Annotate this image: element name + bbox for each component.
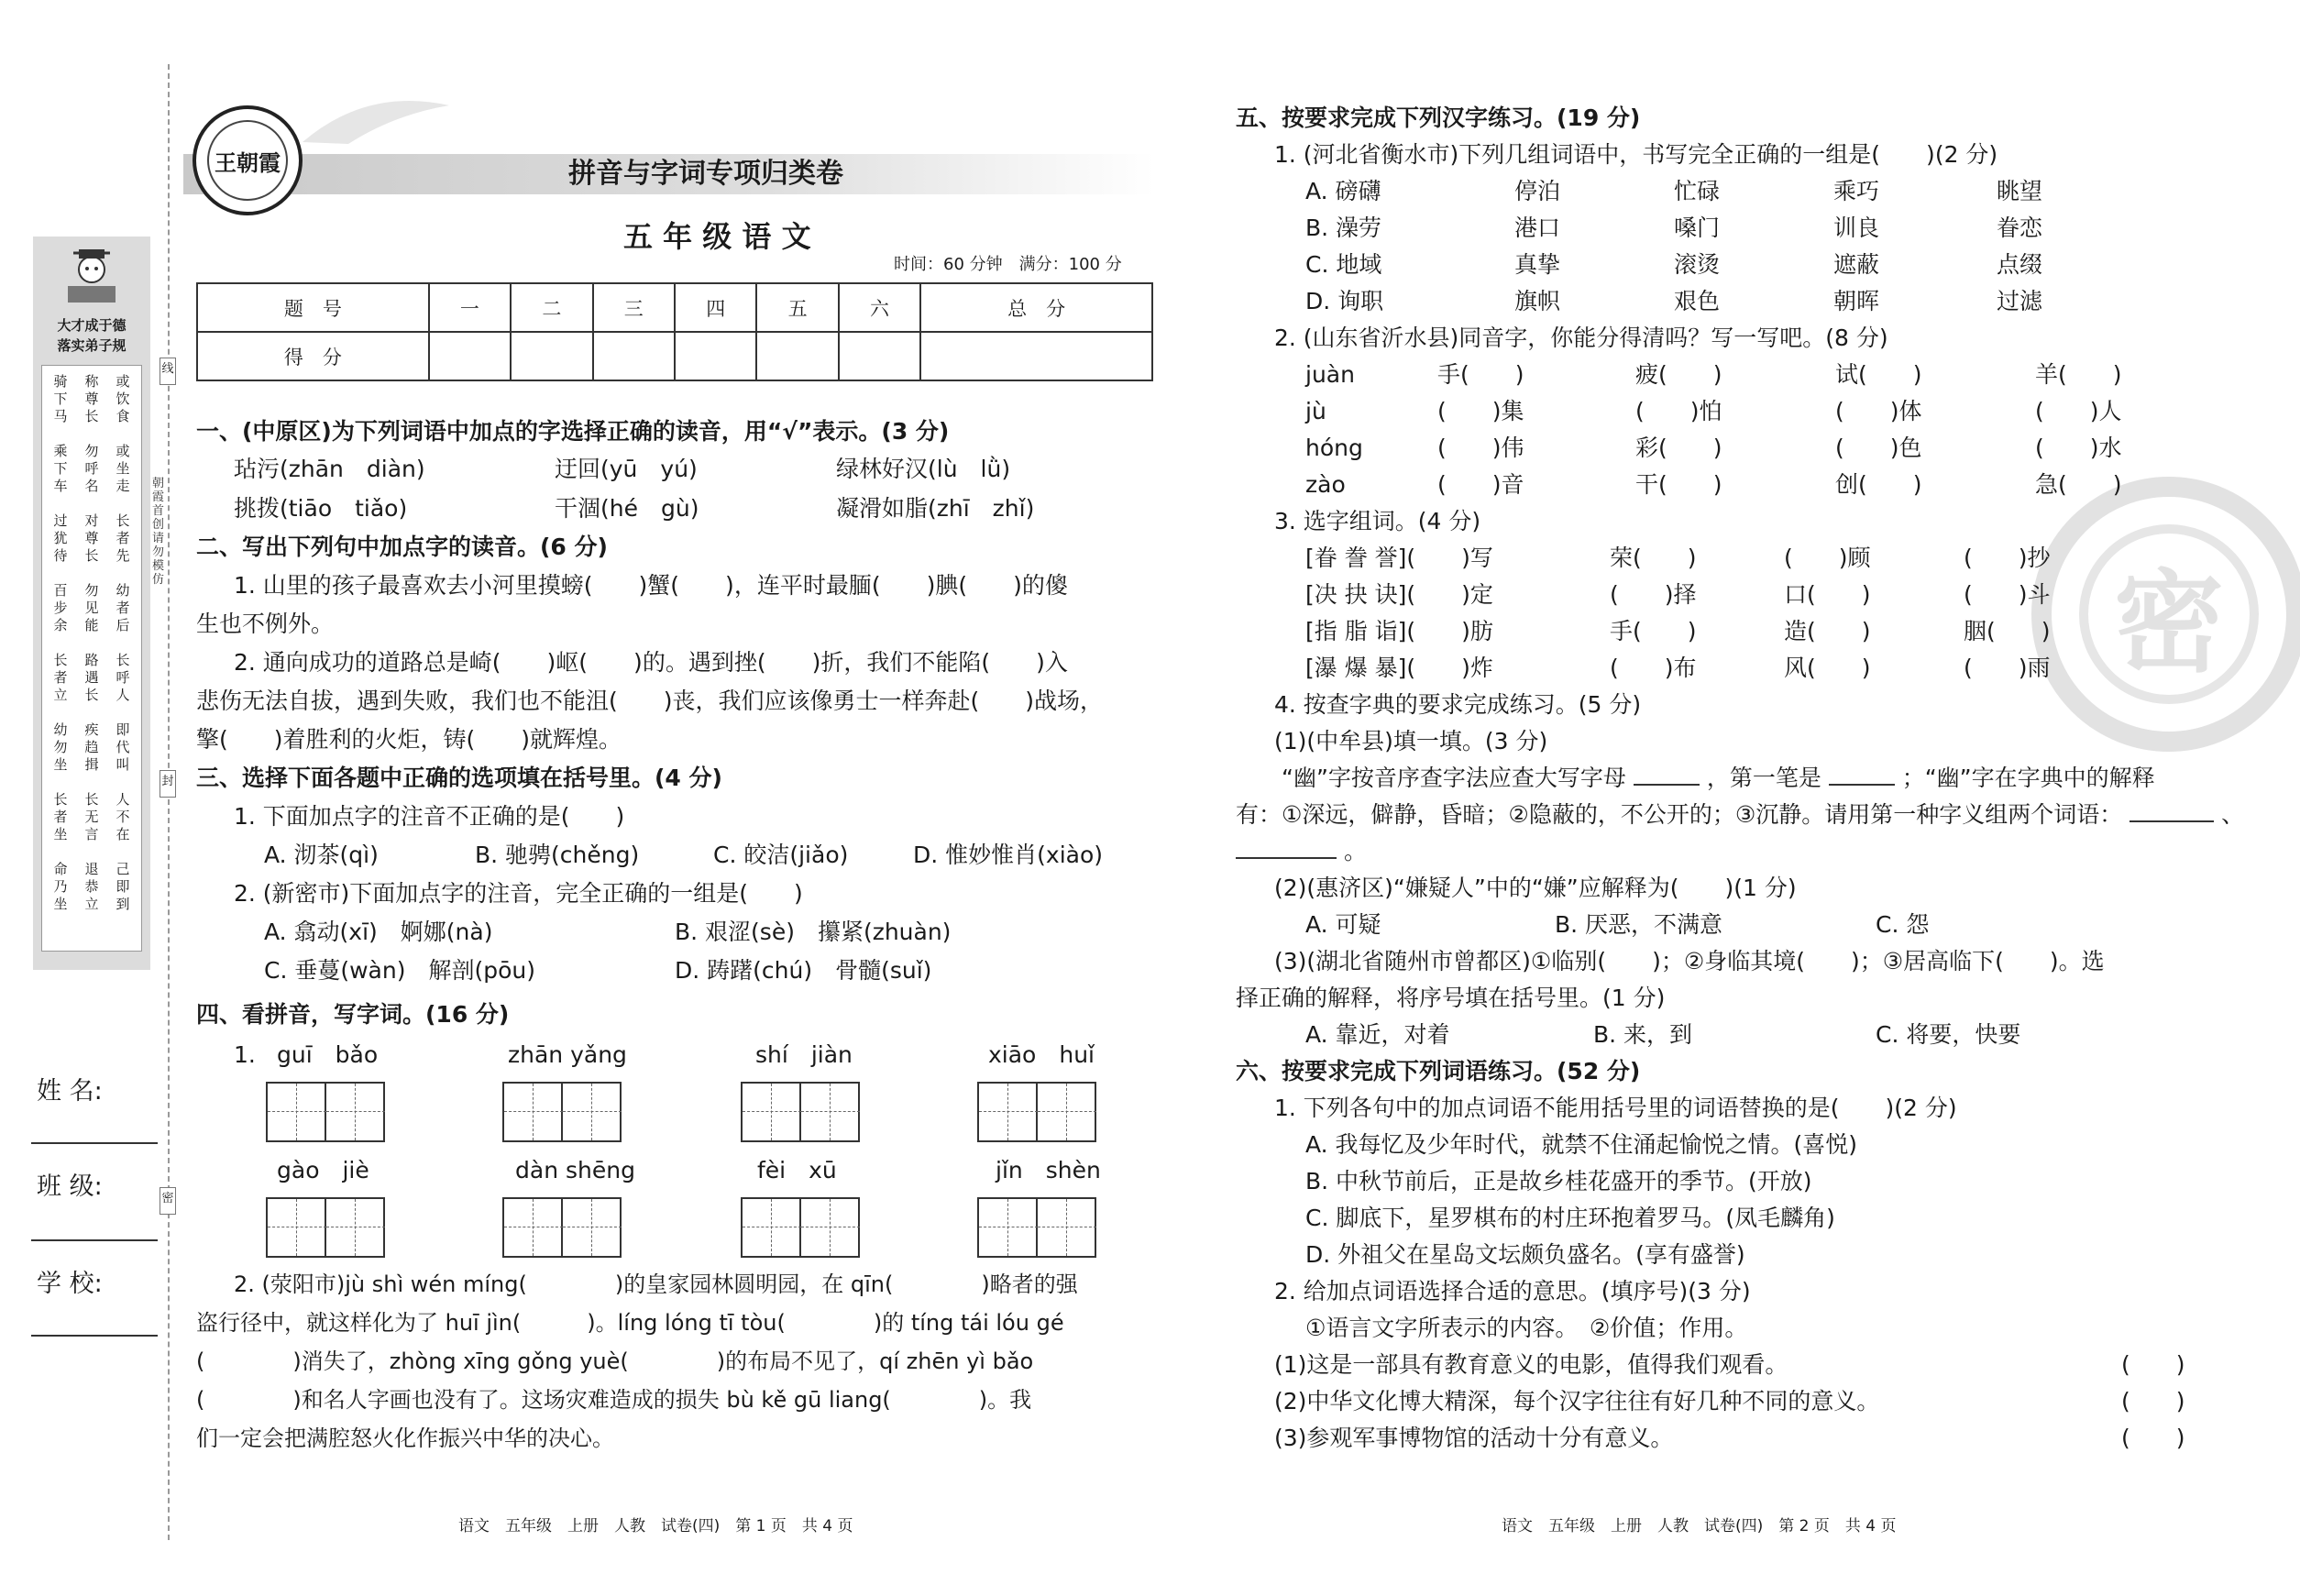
watermark-stamp: 密 [2031, 477, 2300, 752]
s3-q2-option[interactable]: A. 翕动(xī) 婀娜(nà) [264, 919, 493, 945]
rule-column: 称尊长 [84, 373, 99, 424]
pinyin-prompt: fèi xū [757, 1157, 837, 1183]
subject-title: 五 年 级 语 文 [623, 219, 811, 254]
score-cell[interactable] [920, 332, 1152, 380]
s5-q3-item[interactable]: [眷 誊 誉]( )写 [1305, 545, 1493, 571]
score-table [196, 282, 1153, 381]
s5-q3-item[interactable]: [瀑 爆 暴]( )炸 [1305, 655, 1493, 681]
section-4-title: 四、看拼音，写字词。(16 分) [196, 1001, 510, 1028]
pinyin-prompt: jǐn shèn [996, 1157, 1101, 1183]
school-field[interactable] [31, 1335, 158, 1337]
brand-logo-text: 王朝霞 [207, 120, 288, 201]
s5-q3-item[interactable]: 荣( ) [1610, 545, 1697, 571]
s5-q3-item[interactable]: ( )顾 [1784, 545, 1871, 571]
pinyin-prompt: dàn shēng [515, 1157, 635, 1183]
s5-q1-word: 遮蔽 [1833, 251, 1880, 278]
motto-line-2: 落实弟子规 [57, 337, 127, 354]
class-field[interactable] [31, 1239, 158, 1241]
rule-column: 路遇长 [84, 652, 99, 703]
s5-q2-blank[interactable]: ( )音 [1437, 471, 1524, 498]
score-header: 二 [511, 283, 592, 332]
s5-q1-word[interactable]: B. 澡劳 [1305, 215, 1382, 241]
writing-grid-box[interactable] [502, 1082, 622, 1142]
s5-q1-word: 忙碌 [1674, 178, 1721, 204]
s5-q2-blank[interactable]: ( )水 [2035, 435, 2122, 461]
s5-q4-1-text: “幽”字按音序查字法应查大写字母 [1282, 765, 1626, 791]
score-row-label: 得 分 [197, 332, 429, 380]
s6-question-2: 2. 给加点词语选择合适的意思。(填序号)(3 分) [1274, 1278, 1751, 1304]
s6-q1-option[interactable]: D. 外祖父在星岛文坛颇负盛名。(享有盛誉) [1305, 1241, 1745, 1268]
pinyin-prompt: gào jiè [277, 1157, 369, 1183]
s6-q2-item: (2)中华文化博大精深，每个汉字往往有好几种不同的意义。 [1274, 1388, 1880, 1414]
answer-paren[interactable]: ( ) [2121, 1388, 2185, 1414]
rule-column: 或坐走 [116, 443, 130, 494]
s6-q1-option[interactable]: C. 脚底下，星罗棋布的村庄环抱着罗马。(凤毛麟角) [1305, 1205, 1835, 1231]
writing-grid-box[interactable] [502, 1197, 622, 1258]
s4-paragraph-line: ( )和名人字画也没有了。这场灾难造成的损失 bù kě gū liang( )。我 [196, 1387, 1032, 1413]
s5-q4-part-3: (3)(湖北省随州市曾都区)①临别( )；②身临其境( )；③居高临下( )。选 [1274, 948, 2105, 974]
s3-q2-option[interactable]: C. 垂蔓(wàn) 解剖(pōu) [264, 957, 535, 984]
s1-item[interactable]: 凝滑如脂(zhī zhǐ) [836, 495, 1035, 522]
s5-q3-item[interactable]: 手( ) [1610, 618, 1697, 644]
pinyin-prompt: shí jiàn [755, 1041, 853, 1068]
s5-q4-1-text: ；“幽”字在字典中的解释 [1901, 765, 2155, 791]
pinyin-prompt: guī bǎo [277, 1041, 379, 1068]
s5-q2-blank[interactable]: ( )人 [2035, 398, 2122, 424]
s4-number: 1. [234, 1041, 256, 1068]
s5-q1-word[interactable]: C. 地域 [1305, 251, 1382, 278]
class-label: 班 级: [37, 1172, 103, 1201]
s5-q4-3-option[interactable]: B. 来，到 [1593, 1021, 1693, 1048]
s5-q2-blank[interactable]: 创( ) [1835, 471, 1922, 498]
s5-q4-1-text: ，第一笔是 [1706, 765, 1821, 791]
score-header: 四 [675, 283, 756, 332]
s3-q2-option[interactable]: D. 踌躇(chú) 骨髓(suǐ) [675, 957, 932, 984]
s2-line: 2. 通向成功的道路总是崎( )岖( )的。遇到挫( )折，我们不能陷( )入 [234, 649, 1068, 676]
pinyin-prompt: xiāo huǐ [988, 1041, 1095, 1068]
s5-q4-1-text: 。 [1343, 838, 1367, 864]
s1-item[interactable]: 玷污(zhān diàn) [234, 456, 425, 482]
binding-dashed-line [168, 64, 170, 1540]
brand-logo [193, 105, 303, 215]
s6-q2-definitions: ①语言文字所表示的内容。 ②价值；作用。 [1305, 1315, 1748, 1341]
s5-q2-blank[interactable]: ( )集 [1437, 398, 1524, 424]
s5-q2-blank[interactable]: 急( ) [2035, 471, 2122, 498]
blank-word-2[interactable] [1236, 857, 1337, 859]
s5-q4-2-option[interactable]: C. 怨 [1876, 911, 1930, 938]
s5-q1-word: 朝晖 [1833, 288, 1880, 314]
score-header: 五 [756, 283, 838, 332]
rule-column: 幼勿坐 [53, 721, 68, 773]
binding-mark-mi: 密 [160, 1187, 176, 1215]
s5-q2-pinyin: jù [1305, 398, 1326, 424]
blank-stroke[interactable] [1829, 784, 1895, 786]
s5-q2-blank[interactable]: 羊( ) [2035, 361, 2122, 388]
s3-q1-option[interactable]: C. 皎洁(jiǎo) [713, 842, 849, 868]
rule-column: 疾趋揖 [84, 721, 99, 773]
ribbon-decoration-icon [293, 87, 458, 151]
answer-paren[interactable]: ( ) [2121, 1351, 2185, 1378]
s1-item[interactable]: 绿林好汉(lù lǜ) [836, 456, 1011, 482]
answer-paren[interactable]: ( ) [2121, 1425, 2185, 1451]
s3-q2-option[interactable]: B. 艰涩(sè) 攥紧(zhuàn) [675, 919, 952, 945]
section-3-title: 三、选择下面各题中正确的选项填在括号里。(4 分) [196, 765, 722, 791]
score-cell[interactable] [839, 332, 920, 380]
rule-column: 长呼人 [116, 652, 130, 703]
score-header: 六 [839, 283, 920, 332]
s4-paragraph-line: 盗行径中，就这样化为了 huī jìn( )。líng lóng tī tòu( )的 tíng tái lóu gé [196, 1310, 1064, 1336]
rule-column: 长无言 [84, 791, 99, 842]
s5-q2-blank[interactable]: ( )怕 [1635, 398, 1722, 424]
s6-q2-item: (3)参观军事博物馆的活动十分有意义。 [1274, 1425, 1674, 1451]
s5-q3-item[interactable]: ( )雨 [1964, 655, 2051, 681]
name-label: 姓 名: [37, 1077, 103, 1106]
s5-q1-word[interactable]: A. 磅礴 [1305, 178, 1381, 204]
s5-q1-word: 过滤 [1997, 288, 2043, 314]
s5-q2-blank[interactable]: ( )体 [1835, 398, 1922, 424]
footer-left: 语文 五年级 上册 人教 试卷(四) 第 1 页 共 4 页 [458, 1517, 853, 1535]
scholar-figure-icon [61, 244, 123, 308]
s2-line: 生也不例外。 [196, 611, 335, 637]
s3-q1-option[interactable]: D. 惟妙惟肖(xiào) [913, 842, 1104, 868]
rule-column: 过犹待 [53, 512, 68, 564]
rule-column: 乘下车 [53, 443, 68, 494]
s6-question-1: 1. 下列各句中的加点词语不能用括号里的词语替换的是( )(2 分) [1274, 1095, 1957, 1121]
s5-q2-pinyin: zào [1305, 471, 1346, 498]
section-2-title: 二、写出下列句中加点字的读音。(6 分) [196, 534, 608, 560]
rule-column: 己即到 [116, 861, 130, 912]
rule-column: 百步余 [53, 582, 68, 633]
section-5-title: 五、按要求完成下列汉字练习。(19 分) [1236, 105, 1641, 131]
score-cell[interactable] [593, 332, 675, 380]
s6-q2-item: (1)这是一部具有教育意义的电影，值得我们观看。 [1274, 1351, 1788, 1378]
s5-q2-blank[interactable]: 试( ) [1835, 361, 1922, 388]
rule-column: 退恭立 [84, 861, 99, 912]
s5-q3-item[interactable]: 造( ) [1784, 618, 1871, 644]
etiquette-sidebar [33, 237, 150, 970]
s5-q2-blank[interactable]: 干( ) [1635, 471, 1722, 498]
writing-grid-box[interactable] [741, 1197, 860, 1258]
vertical-note: 朝霞首创 请勿模仿 [152, 477, 165, 587]
s6-q1-option[interactable]: B. 中秋节前后，正是故乡桂花盛开的季节。(开放) [1305, 1168, 1812, 1194]
s5-q2-blank[interactable]: 彩( ) [1635, 435, 1722, 461]
s5-q3-item[interactable]: ( )布 [1610, 655, 1697, 681]
rule-column: 即代叫 [116, 721, 130, 773]
rule-column: 长者立 [53, 652, 68, 703]
rule-column: 骑下马 [53, 373, 68, 424]
s5-q2-blank[interactable]: 疲( ) [1635, 361, 1722, 388]
s1-item[interactable]: 挑拨(tiāo tiǎo) [234, 495, 408, 522]
s2-line: 1. 山里的孩子最喜欢去小河里摸螃( )蟹( )，连平时最腼( )腆( )的傻 [234, 572, 1068, 599]
s5-q3-item[interactable]: ( )斗 [1964, 581, 2051, 608]
s2-line: 悲伤无法自拔，遇到失败，我们也不能沮( )丧，我们应该像勇士一样奔赴( )战场， [196, 688, 1104, 714]
s5-question-4: 4. 按查字典的要求完成练习。(5 分) [1274, 691, 1642, 718]
s5-question-2: 2. (山东省沂水县)同音字，你能分得清吗？写一写吧。(8 分) [1274, 325, 1888, 351]
s1-item[interactable]: 干涸(hé gù) [555, 495, 699, 522]
s5-q1-word: 训良 [1833, 215, 1880, 241]
s5-q1-word: 乘巧 [1833, 178, 1880, 204]
score-header: 三 [593, 283, 675, 332]
s5-q2-blank[interactable]: ( )色 [1835, 435, 1922, 461]
s5-q4-1-text: 有：①深远，僻静，昏暗；②隐蔽的，不公开的；③沉静。请用第一种字义组两个词语： [1236, 801, 2123, 828]
s5-q1-word: 艰色 [1674, 288, 1721, 314]
s5-q1-word: 眷恋 [1997, 215, 2043, 241]
s5-q4-2-option[interactable]: B. 厌恶，不满意 [1555, 911, 1723, 938]
writing-grid-box[interactable] [977, 1082, 1096, 1142]
s5-q4-1-line-b [1236, 801, 2244, 829]
s5-q4-part-3-cont: 择正确的解释，将序号填在括号里。(1 分) [1236, 985, 1666, 1011]
s5-q4-1-text: 、 [2221, 801, 2245, 828]
s3-question-2: 2. (新密市)下面加点字的注音，完全正确的一组是( ) [234, 880, 803, 907]
score-cell[interactable] [756, 332, 838, 380]
rule-column: 命乃坐 [53, 861, 68, 912]
blank-letter[interactable] [1634, 784, 1700, 786]
s3-q1-option[interactable]: A. 沏茶(qì) [264, 842, 379, 868]
s5-q1-word: 眺望 [1997, 178, 2043, 204]
rule-column: 对尊长 [84, 512, 99, 564]
writing-grid-box[interactable] [266, 1197, 385, 1258]
rule-column: 勿见能 [84, 582, 99, 633]
s5-q3-item[interactable]: ( )抄 [1964, 545, 2051, 571]
rule-column: 幼者后 [116, 582, 130, 633]
s5-q3-item[interactable]: ( )择 [1610, 581, 1697, 608]
binding-mark-feng: 封 [160, 770, 176, 798]
s5-q2-pinyin: juàn [1305, 361, 1355, 388]
s5-q1-word: 滚烫 [1674, 251, 1721, 278]
pinyin-prompt: zhān yǎng [508, 1041, 627, 1068]
s5-q2-blank[interactable]: 手( ) [1437, 361, 1524, 388]
s5-q1-word: 停泊 [1514, 178, 1561, 204]
s5-question-3: 3. 选字组词。(4 分) [1274, 508, 1481, 534]
s5-q4-2-option[interactable]: A. 可疑 [1305, 911, 1381, 938]
s6-q1-option[interactable]: A. 我每忆及少年时代，就禁不住涌起愉悦之情。(喜悦) [1305, 1131, 1858, 1158]
section-6-title: 六、按要求完成下列词语练习。(52 分) [1236, 1058, 1641, 1084]
s5-question-1: 1. (河北省衡水市)下列几组词语中，书写完全正确的一组是( )(2 分) [1274, 141, 1998, 168]
s3-q1-option[interactable]: B. 驰骋(chěng) [475, 842, 640, 868]
s5-q2-blank[interactable]: ( )伟 [1437, 435, 1524, 461]
name-field[interactable] [31, 1142, 158, 1144]
rule-column: 或饮食 [116, 373, 130, 424]
banner-title: 拼音与字词专项归类卷 [568, 158, 843, 190]
score-header: 一 [429, 283, 511, 332]
score-header: 总 分 [920, 283, 1152, 332]
motto-line-1: 大才成于德 [57, 317, 127, 334]
etiquette-grid [41, 365, 142, 952]
footer-right: 语文 五年级 上册 人教 试卷(四) 第 2 页 共 4 页 [1502, 1517, 1897, 1535]
rule-column: 勿呼名 [84, 443, 99, 494]
s5-q3-item[interactable]: 胭( ) [1964, 618, 2051, 644]
s5-q1-word: 嗓门 [1674, 215, 1721, 241]
s5-q1-word[interactable]: D. 询职 [1305, 288, 1384, 314]
writing-grid-box[interactable] [266, 1082, 385, 1142]
s4-paragraph-line: ( )消失了，zhòng xīng gǒng yuè( )的布局不见了，qí zhēn yì bǎo [196, 1348, 1034, 1374]
s5-q3-item[interactable]: 风( ) [1784, 655, 1871, 681]
rule-column: 长者坐 [53, 791, 68, 842]
s5-q4-1-line-a [1282, 765, 2155, 792]
s1-item[interactable]: 迂回(yū yú) [555, 456, 698, 482]
score-cell[interactable] [429, 332, 511, 380]
s2-line: 擎( )着胜利的火炬，铸( )就辉煌。 [196, 726, 622, 753]
s5-q1-word: 点缀 [1997, 251, 2043, 278]
s5-q1-word: 旗帜 [1514, 288, 1561, 314]
s5-q4-1-line-c [1236, 838, 1367, 865]
writing-grid-box[interactable] [741, 1082, 860, 1142]
rule-column: 长者先 [116, 512, 130, 564]
s5-q2-pinyin: hóng [1305, 435, 1363, 461]
section-1-title: 一、(中原区)为下列词语中加点的字选择正确的读音，用“√”表示。(3 分) [196, 418, 950, 445]
score-cell[interactable] [675, 332, 756, 380]
binding-mark-xian: 线 [160, 358, 176, 385]
score-cell[interactable] [511, 332, 592, 380]
s5-q3-item[interactable]: 口( ) [1784, 581, 1871, 608]
writing-grid-box[interactable] [977, 1197, 1096, 1258]
s5-q4-part-2: (2)(惠济区)“嫌疑人”中的“嫌”应解释为( )(1 分) [1274, 875, 1797, 901]
s5-q3-item[interactable]: [指 脂 诣]( )肪 [1305, 618, 1493, 644]
s4-paragraph-line: 2. (荥阳市)jù shì wén míng( )的皇家园林圆明园，在 qīn( )略者的强 [234, 1271, 1078, 1297]
s5-q4-3-option[interactable]: C. 将要，快要 [1876, 1021, 2021, 1048]
s5-q4-part-1: (1)(中牟县)填一填。(3 分) [1274, 728, 1548, 754]
s5-q1-word: 港口 [1514, 215, 1561, 241]
blank-word-1[interactable] [2129, 820, 2214, 822]
s5-q1-word: 真挚 [1514, 251, 1561, 278]
s5-q4-3-option[interactable]: A. 靠近，对着 [1305, 1021, 1450, 1048]
s3-question-1: 1. 下面加点字的注音不正确的是( ) [234, 803, 625, 830]
s4-paragraph-line: 们一定会把满腔怒火化作振兴中华的决心。 [196, 1425, 614, 1451]
s5-q3-item[interactable]: [决 抉 诀]( )定 [1305, 581, 1493, 608]
school-label: 学 校: [37, 1270, 103, 1298]
score-header: 题 号 [197, 283, 429, 332]
rule-column: 人不在 [116, 791, 130, 842]
time-score-info: 时间：60 分钟 满分：100 分 [894, 255, 1122, 274]
